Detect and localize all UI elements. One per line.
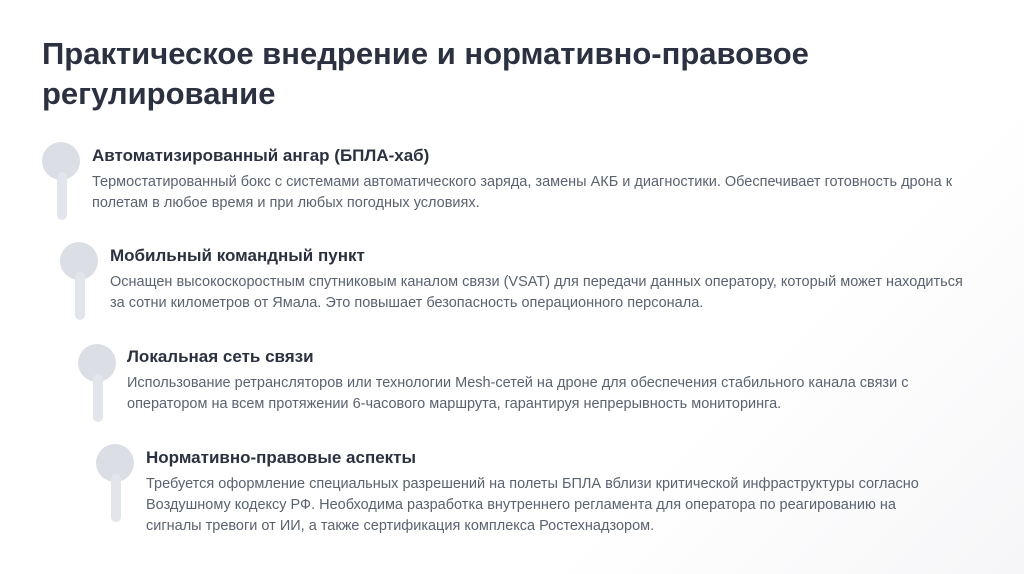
pin-stem (57, 172, 67, 220)
pin-marker-icon (78, 344, 118, 424)
item-text-hangar: Термостатированный бокс с системами автоматического заряда, замены АКБ и диагностики. Обеспечивает готовность дрона к полетам в любое время и при любых погодных условиях. (92, 174, 953, 211)
item-text-local-network: Использование ретрансляторов или технологии Mesh-сетей на дроне для обеспечения стабильного канала связи с оператором на всем протяжении 6-часового маршрута, гарантируя непрерывность мониторинга. (127, 375, 909, 412)
item-text-command-post: Оснащен высокоскоростным спутниковым каналом связи (VSAT) для передачи данных оператору, который может находиться за сотни километров от Ямала. Это повышает безопасность операционного персонала. (110, 274, 963, 311)
item-heading-local-network: Локальная сеть связи (127, 347, 314, 366)
item-heading-hangar: Автоматизированный ангар (БПЛА-хаб) (92, 146, 430, 165)
pin-marker-icon (42, 142, 82, 222)
item-heading-regulation: Нормативно-правовые аспекты (146, 448, 417, 467)
pin-marker-icon (60, 242, 100, 322)
item-heading-command-post: Мобильный командный пункт (110, 246, 365, 265)
page-title: Практическое внедрение и нормативно-правовое регулирование (42, 36, 809, 111)
pin-stem (93, 374, 103, 422)
item-text-regulation: Требуется оформление специальных разрешений на полеты БПЛА вблизи критической инфраструктуры согласно Воздушному кодексу РФ. Необходима разработка внутреннего регламента для оператора по реагированию на сигналы тревоги от ИИ, а также сертификация комплекса Ростехнадзором. (146, 476, 919, 534)
pin-stem (111, 474, 121, 522)
pin-marker-icon (96, 444, 136, 524)
pin-stem (75, 272, 85, 320)
